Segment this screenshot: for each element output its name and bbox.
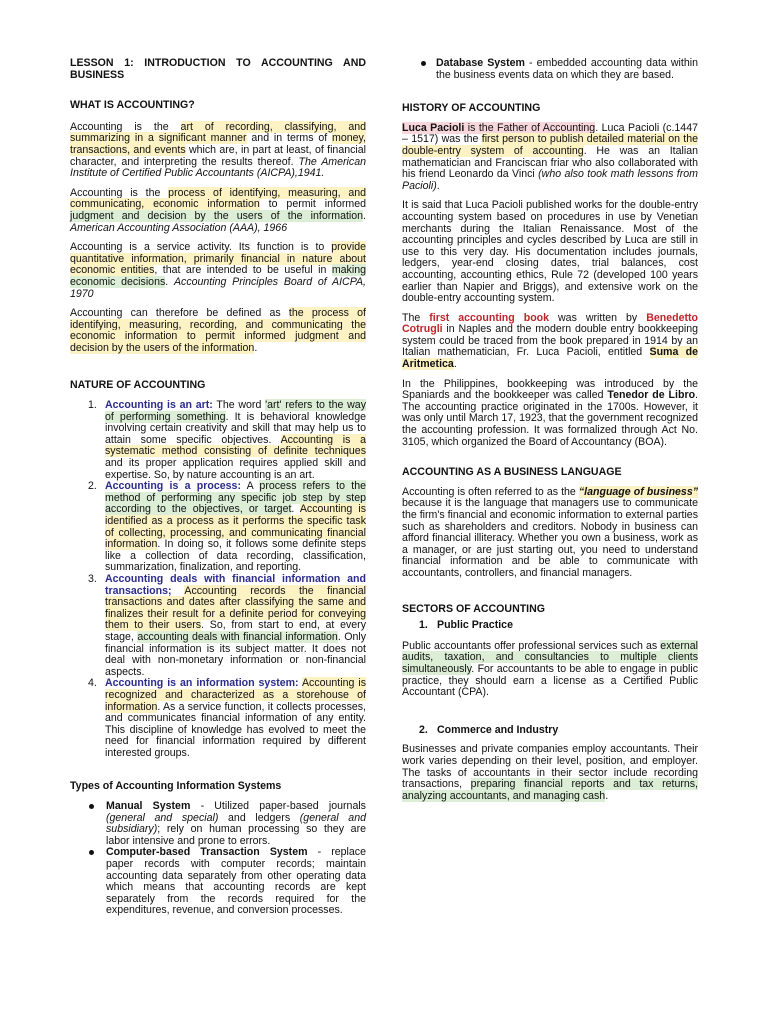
definition-aaa: Accounting is the process of identifying, measuring, and communicating, economic information to permit informed judgment and decision by the users of the information. American Accounting Association (AAA), 1966 — [70, 186, 366, 234]
what-heading: WHAT IS ACCOUNTING? — [70, 99, 195, 112]
history-double-entry: It is said that Luca Pacioli published works for the double-entry accounting system based on procedures in use by Venetian merchants during the Italian Renaissance. Most of the accounting principles and cycles described by Luca are still in use to this very day. His documentation includes journals, ledgers, year-end closing dates, trial balances, cost accounting, accounting ethics, Rule 72 (developed 100 years earlier than Napier and Briggs), and extensive work on the double-entry accounting system. — [402, 199, 698, 305]
right-column — [402, 58, 698, 802]
sectors-heading: SECTORS OF ACCOUNTING — [402, 602, 546, 615]
type-manual-system: Manual System - Utilized paper-based journals (general and special) and ledgers (general and subsidiary); rely on human processing so they are labor intensive and prone to errors. — [70, 801, 366, 847]
sector-public-practice-title: 1. Public Practice — [419, 619, 513, 632]
types-heading: Types of Accounting Information Systems — [70, 780, 282, 793]
left-column — [70, 58, 366, 917]
nature-item-financial: 3. Accounting deals with financial information and transactions; Accounting records the financial transactions and dates after classifying the same and finalizes their result for a definite period for conveying them to their users. So, from start to end, at every stage, accounting deals with financial information. Only financial information is its subject matter. It does not deal with non-monetary information or non-financial aspects. — [88, 572, 366, 678]
language-heading: ACCOUNTING AS A BUSINESS LANGUAGE — [402, 466, 622, 479]
type-computer-based-system: Computer-based Transaction System - replace paper records with computer records; maintain accounting data separately from other operating data which means that accounting records are kept separately from the records required for the expenditures, revenue, and conversion processes. — [70, 847, 366, 917]
nature-list — [70, 400, 366, 759]
bullet-icon — [421, 61, 426, 66]
nature-item-art: 1. Accounting is an art: The word 'art' refers to the way of performing something. It is behavioral knowledge involving certain creativity and skill that may help us to attain some specific objectives. Accounting is a systematic method consisting of definite techniques and its proper application requires applied skill and expertise. So, by nature accounting is an art. — [88, 399, 366, 481]
language-paragraph: Accounting is often referred to as the “language of business” because it is the language that managers use to communicate the firm's financial and economic information to external parties such as shareholders and creditors. Nobody in business can afford financial illiteracy. Whether you own a business, work as a manager, or are just starting out, you need to understand financial information and be able to communicate with accountants, controllers, and financial managers. — [402, 485, 699, 579]
nature-item-information-system: 4. Accounting is an information system: Accounting is recognized and characterized as a storehouse of information. As a service function, it collects processes, and communicates financial information of any entity. This discipline of knowledge has evolved to meet the need for financial information required by different interested groups. — [88, 677, 366, 759]
history-first-book: The first accounting book was written by Benedetto Cotrugli in Naples and the modern double entry bookkeeping system could be traced from the book prepared in 1914 by an Italian mathematician, Fr. Luca Pacioli, entitled Suma de Aritmetica. — [402, 311, 699, 371]
nature-item-process: 2. Accounting is a process: A process refers to the method of performing any specific job step by step according to the objectives, or target. Accounting is identified as a process as it performs the specific task of collecting, processing, and communicating financial information. In doing so, it follows some definite steps like a collection of data recording, classification, summarization, finalization, and reporting. — [88, 480, 366, 574]
sector-commerce-text: Businesses and private companies employ accountants. Their work varies depending on their level, position, and employer. The tasks of accountants in their sector include recording transactions, preparing financial reports and tax returns, analyzing accountants, and managing cash. — [402, 743, 698, 802]
nature-heading: NATURE OF ACCOUNTING — [70, 379, 206, 392]
definition-summary: Accounting can therefore be defined as the process of identifying, measuring, recording, and communicating the economic information to permit informed judgment and decision by the users of the information. — [70, 307, 366, 354]
bullet-icon — [89, 850, 94, 855]
sector-commerce-title: 2. Commerce and Industry — [419, 723, 559, 736]
history-heading: HISTORY OF ACCOUNTING — [402, 102, 541, 115]
definition-apb: Accounting is a service activity. Its function is to provide quantitative information, primarily financial in nature about economic entities, that are intended to be useful in making economic decisions. Accounting Principles Board of AICPA, 1970 — [70, 241, 366, 300]
lesson-title: LESSON 1: INTRODUCTION TO ACCOUNTING AND BUSINESS — [70, 57, 366, 81]
history-philippines: In the Philippines, bookkeeping was introduced by the Spaniards and the bookkeeper was called Tenedor de Libro. The accounting practice originated in the 1700s. However, it was only until March 17, 1923, that the government recognized the accounting profession. It was formalized through Act No. 3105, which organized the Board of Accountancy (BOA). — [402, 377, 698, 448]
history-pacioli: Luca Pacioli is the Father of Accounting. Luca Pacioli (c.1447 – 1517) was the first person to publish detailed material on the double-entry system of accounting. He was an Italian mathematician and Franciscan friar who also collaborated with his friend Leonardo da Vinci (who also took math lessons from Pacioli). — [402, 121, 698, 192]
sector-public-practice-text: Public accountants offer professional services such as external audits, taxation, and consultancies to multiple clients simultaneously. For accountants to be able to engage in public practice, they should earn a license as a Certified Public Accountant (CPA). — [402, 639, 698, 699]
type-database-system: Database System - embedded accounting data within the business events data on which they are based. — [402, 58, 698, 81]
definition-aicpa: Accounting is the art of recording, classifying, and summarizing in a significant manner and in terms of money, transactions, and events which are, in part at least, of financial character, and interpreting the results thereof. The American Institute of Certified Public Accountants (AICPA),1941. — [70, 120, 366, 180]
bullet-icon — [89, 804, 94, 809]
types-list — [70, 801, 366, 917]
